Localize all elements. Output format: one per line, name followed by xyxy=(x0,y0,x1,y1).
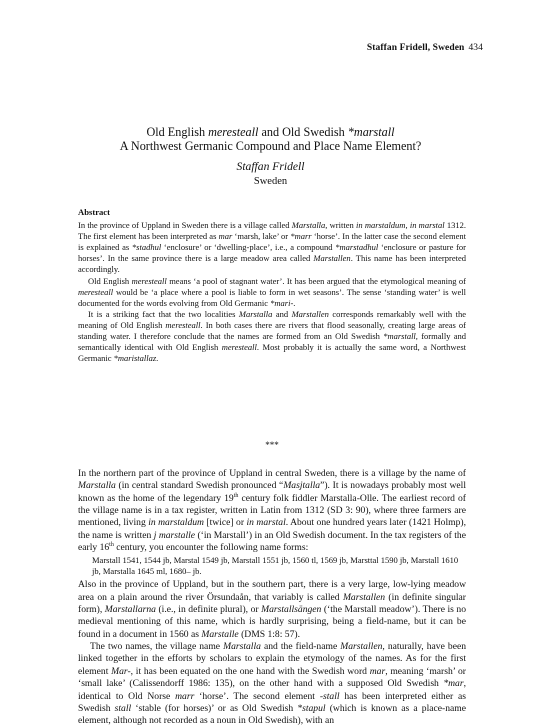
text-run: has been interpreted either as Swedish xyxy=(78,690,466,714)
abstract-paragraph-1 xyxy=(78,220,466,275)
italic-term: meresteall xyxy=(165,319,201,330)
running-header xyxy=(367,43,483,53)
text-run: , it has been equated on the one hand with the Swedish word xyxy=(130,665,370,677)
italic-term: *mari- xyxy=(270,297,294,308)
italic-term: *mar xyxy=(443,678,464,690)
author-country: Sweden xyxy=(253,176,288,187)
italic-term: j marstalle xyxy=(153,529,196,541)
block-quote-name-forms: Marstall 1541, 1544 jb, Marstal 1549 jb, Marstall 1551 jb, 1560 tl, 1569 jb, Marsttal 1590 jb, Marstall 1610 jb, Marstalla 1645 ml, 1680– jb. xyxy=(92,555,459,577)
text-run: (in central standard Swedish pronounced “ xyxy=(115,480,284,492)
text-run: ‘stable (for horses)’ or as Old Swedish xyxy=(131,702,298,714)
italic-term: in marstaldum xyxy=(148,517,204,529)
italic-term: *maristallaz xyxy=(113,353,157,364)
text-run: . Most probably it is actually the same word, a Northwest Germanic xyxy=(78,342,466,364)
italic-term: in marstal xyxy=(409,220,445,231)
text-run: . In both cases there are rivers that flood seasonally, creating large areas of standing water. I therefore conclude that the names are formed from an Old Swedish xyxy=(78,319,466,342)
text-run: ‘horse’. The second element xyxy=(194,690,320,702)
text-run: In the northern part of the province of Uppland in central Sweden, there is a village by the name of xyxy=(78,468,466,479)
italic-term: mar xyxy=(218,231,233,242)
text-run: , written xyxy=(325,220,356,231)
italic-term: in marstaldum xyxy=(355,220,406,231)
italic-term: marr xyxy=(175,690,195,702)
abstract-paragraph-2 xyxy=(78,276,466,309)
text-run: . xyxy=(156,353,159,364)
text-run: Old English xyxy=(88,275,132,286)
text-run: century folk fiddler Marstalla-Olle. The earliest record of the village name is in a tax register, written in Latin from 1312 (SD 3: 90), where three farmers are mentioned, living xyxy=(78,492,466,529)
abstract-paragraph-3 xyxy=(78,309,466,364)
italic-term: Mar- xyxy=(111,665,131,677)
body-paragraph-3 xyxy=(78,641,466,727)
section-separator: *** xyxy=(265,440,279,450)
superscript: th xyxy=(233,492,239,499)
text-run: , naturally, have been linked together in the efforts by scholars to explain the etymology of the names. As for the first element xyxy=(78,641,467,677)
text-run: (‘in Marstall’) in an Old Swedish document. In the tax registers of the early 16 xyxy=(78,529,466,554)
paper-title-line-2: A Northwest Germanic Compound and Place Name Element? xyxy=(119,139,422,153)
text-run: . About one hundred years later (1421 Holmp), the name is written xyxy=(78,517,466,541)
text-run: ‘marsh, lake’ or xyxy=(232,231,291,242)
italic-term: meresteall xyxy=(221,342,257,353)
text-run: (in definite singular form), xyxy=(78,591,467,616)
italic-term: *marstall xyxy=(383,331,416,342)
body-paragraph-2 xyxy=(78,579,466,641)
text-run: century, you encounter the following name forms: xyxy=(113,542,309,554)
italic-term: mar xyxy=(369,665,386,677)
abstract-section xyxy=(78,207,466,364)
page-number: 434 xyxy=(468,43,483,53)
italic-term: Marstallen xyxy=(313,253,351,264)
text-run: and the field-name xyxy=(260,641,341,653)
italic-term: *marstadhul xyxy=(335,242,379,253)
body-paragraph-1 xyxy=(78,468,466,554)
text-run: (i.e., in definite plural), or xyxy=(155,604,262,616)
text-run: , meaning ‘marsh’ or ‘small lake’ (Calissendorff 1986: 135), on the other hand with a supposed Old Swedish xyxy=(78,665,466,690)
italic-term: *stadhul xyxy=(131,242,162,253)
italic-term: in marstal xyxy=(246,517,286,529)
superscript: th xyxy=(109,541,114,548)
text-run: (which is known as a place-name element, although not recorded as a noun in Old Swedish), with an xyxy=(78,702,466,727)
text-run: ”). It is nowadays probably most well known as the home of the legendary 19 xyxy=(78,480,466,504)
italic-term: Marstallen xyxy=(291,308,329,319)
italic-term: Marstallen xyxy=(340,641,383,653)
italic-term: Marstalla xyxy=(223,641,261,653)
text-run: and xyxy=(272,308,292,319)
text-run: means ‘a pool of stagnant water’. It has been argued that the etymological meaning of xyxy=(166,275,466,286)
author-name: Staffan Fridell xyxy=(236,160,305,173)
text-run: (‘the Marstall meadow’). There is no medieval mentioning of this name, which is hardly surprising, being a field-name, but it can be found in a document in 1560 as xyxy=(78,604,467,640)
italic-term: Marstallarna xyxy=(104,604,156,616)
italic-term: Marstalle xyxy=(201,628,239,640)
text-run: would be ‘a place where a pool is liable to form in wet seasons’. The sense ‘standing water’ is well documented for the words evolving from Old Germanic xyxy=(78,286,466,308)
body-text xyxy=(78,468,466,728)
italic-term: Marstallen xyxy=(342,591,386,603)
paper-title-line-1: Old English meresteall and Old Swedish *marstall xyxy=(146,125,395,139)
italic-term: *stapul xyxy=(297,702,326,714)
italic-term: Marstalla xyxy=(238,308,273,319)
italic-term: stall xyxy=(114,702,132,714)
text-run: ‘horse’. In the latter case the second element is explained as xyxy=(78,231,467,253)
text-run: In the province of Uppland in Sweden there is a village called xyxy=(78,220,292,231)
italic-term: meresteall xyxy=(131,275,167,286)
text-run: Also in the province of Uppland, but in the southern part, there is a very large, low-lying meadow area on a plain around the river Örsundaån, that variably is called xyxy=(78,579,466,603)
text-run: . xyxy=(293,297,296,308)
text-run: , formally and semantically identical with Old English xyxy=(78,331,467,353)
text-run: [twice] or xyxy=(203,517,247,529)
italic-term: Marstallsängen xyxy=(261,604,322,616)
text-run: ‘enclosure’ or ‘dwelling-place’, i.e., a compound xyxy=(161,242,336,253)
italic-term: Marstalla xyxy=(78,480,116,492)
italic-term: Masjtalla xyxy=(283,480,321,492)
title-block xyxy=(60,125,481,189)
italic-term: *marr xyxy=(290,231,312,242)
text-run: . This name has been interpreted accordingly. xyxy=(78,253,467,275)
text-run: It is a striking fact that the two localities xyxy=(88,308,239,319)
text-run: (DMS 1:8: 57). xyxy=(238,628,300,640)
text-run: The two names, the village name xyxy=(90,641,224,653)
text-run: 1312. The first element has been interpreted as xyxy=(78,220,467,242)
italic-term: meresteall xyxy=(78,286,114,297)
text-run: , xyxy=(405,220,410,231)
italic-term: Marstalla xyxy=(291,220,326,231)
text-run: corresponds remarkably well with the meaning of Old English xyxy=(78,308,466,330)
header-author: Staffan Fridell, Sweden xyxy=(366,43,465,53)
italic-term: -stall xyxy=(319,690,340,702)
text-run: ‘enclosure or pasture for horses’. In the same province there is a large meadow area called xyxy=(78,242,467,264)
abstract-heading: Abstract xyxy=(78,207,110,217)
text-run: , identical to Old Norse xyxy=(78,678,466,702)
